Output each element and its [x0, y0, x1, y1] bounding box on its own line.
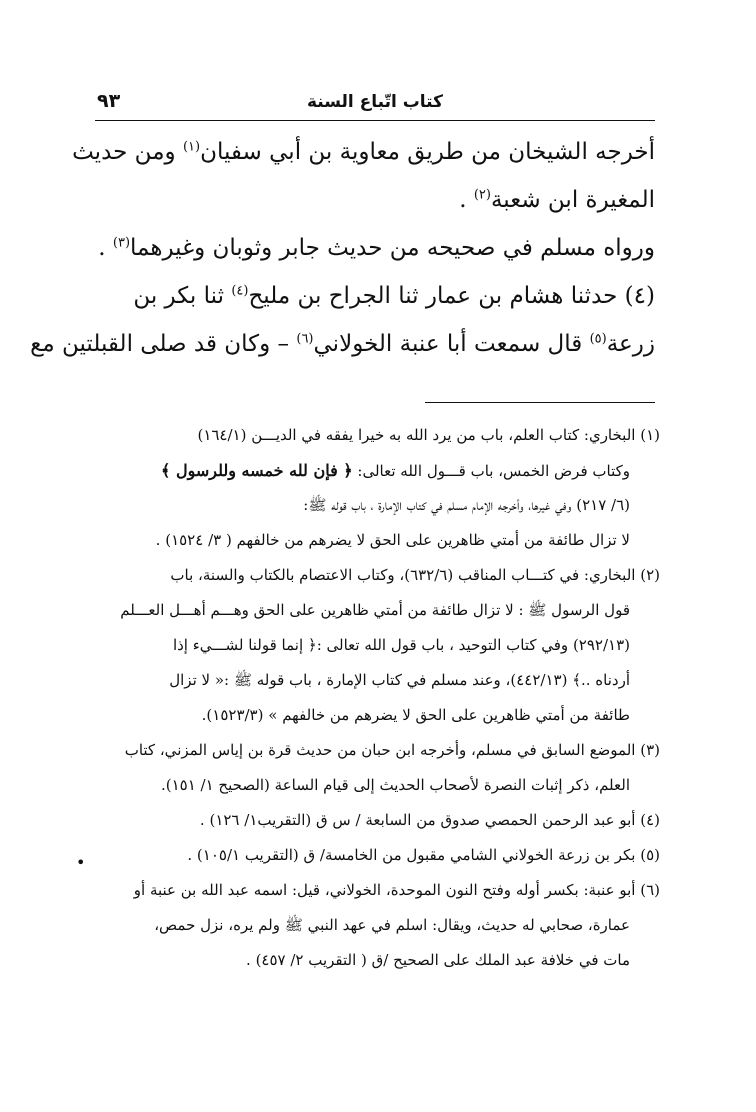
footnote-3: (٣) الموضع السابق في مسلم، وأخرجه ابن حبان من حديث قرة بن إياس المزني، كتاب العلم، ذكر إثبات النصرة لأصحاب الحديث إلى قيام الساعة (الصحيح ١/ ١٥١). — [124, 741, 660, 794]
main-line: زرعة$^{(٥)}$ قال سمعت أبا عنبة الخولاني$^{(٦)}$ – وكان قد صلى القبلتين مع — [30, 331, 655, 357]
footnote-separator — [425, 402, 655, 403]
footnote-6: (٦) أبو عنبة: بكسر أوله وفتح النون الموحدة، الخولاني، قيل: اسمه عبد الله بن عنبة أو عمارة، صحابي له حديث، ويقال: اسلم في عهد النبي ﷺ ولم يره، نزل حمص، مات في خلافة عبد الملك على الصحيح /ق ( التقريب ٢/ ٤٥٧) . — [133, 881, 660, 969]
main-line: أخرجه الشيخان من طريق معاوية بن أبي سفيان$^{(١)}$ ومن حديث — [72, 139, 655, 165]
footnote-ref: (٣) — [112, 235, 131, 251]
margin-mark: • — [76, 853, 86, 872]
footnote-ref: (٤) — [231, 283, 249, 299]
running-header — [95, 90, 655, 121]
main-line: المغيرة ابن شعبة$^{(٢)}$ . — [459, 187, 655, 213]
footnote-1: (١) البخاري: كتاب العلم، باب من يرد الله به خيرا يفقه في الديـــن (١٦٤/١) وكتاب فرض الخمس، باب قـــول الله تعالى: ﴿ فإن لله خمسه وللرسول ﴾ (٦/ ٢١٧) وفي غيرها، وأخرجه الإمام مسلم في كتاب الإمارة ، باب قوله ﷺ: لا تزال طائفة من أمتي ظاهرين على الحق لا يضرهم من خالفهم ( ٣/ ١٥٢٤) . — [155, 426, 660, 549]
main-line: ورواه مسلم في صحيحه من حديث جابر وثوبان وغيرهما$^{(٣)}$ . — [98, 235, 655, 261]
main-line: (٤) حدثنا هشام بن عمار ثنا الجراح بن مليح$^{(٤)}$ ثنا بكر بن — [133, 283, 655, 309]
book-title: كتاب اتّباع السنة — [306, 92, 444, 112]
main-text — [30, 128, 655, 368]
footnote-4: (٤) أبو عبد الرحمن الحمصي صدوق من السابعة / س ق (التقريب١/ ١٢٦) . — [199, 811, 660, 829]
quran-verse: ﴿ فإن لله خمسه وللرسول ﴾ — [161, 461, 353, 480]
page-number: ٩٣ — [97, 90, 121, 112]
footnote-ref: (٢) — [473, 187, 491, 203]
footnote-2: (٢) البخاري: في كتـــاب المناقب (٦٣٢/٦)، وكتاب الاعتصام بالكتاب والسنة، باب قول الرسول ﷺ : لا تزال طائفة من أمتي ظاهرين على الحق وهـــم أهـــل العـــلم (٢٩٢/١٣) وفي كتاب التوحيد ، باب قول الله تعالى :﴿ إنما قولنا لشـــيء إذا أردناه ..﴾ (٤٤٢/١٣)، وعند مسلم في كتاب الإمارة ، باب قوله ﷺ :« لا تزال طائفة من أمتي ظاهرين على الحق لا يضرهم من خالفهم » (١٥٢٣/٣). — [120, 566, 660, 724]
footnotes — [95, 418, 660, 978]
footnote-ref: (٥) — [589, 331, 607, 347]
footnote-ref: (١) — [182, 139, 201, 155]
footnote-ref: (٦) — [296, 331, 314, 347]
footnote-5: (٥) بكر بن زرعة الخولاني الشامي مقبول من الخامسة/ ق (التقريب ١٠٥/١) . — [187, 846, 660, 864]
